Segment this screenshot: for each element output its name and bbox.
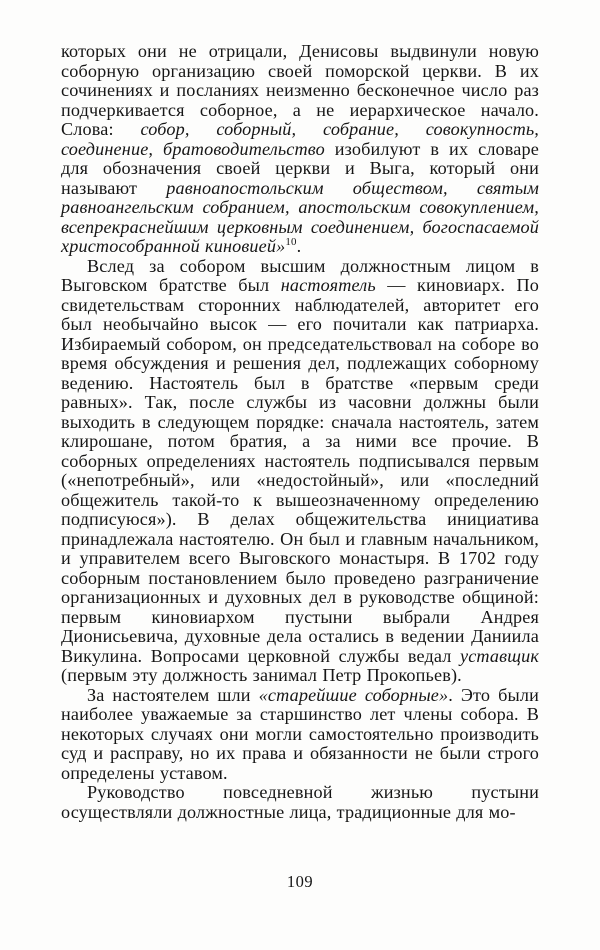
text-run: . [296,236,302,256]
text-block [61,42,539,822]
text-run: которых они не отрицали, Денисовы выдвинули новую соборную организацию своей поморской церкви. В их сочинениях и посланиях неизменно бесконечное число раз подчеркивается соборное, а не иерархическое начало. Слова: [61,41,539,139]
footnote-marker: 10 [285,235,297,248]
text-page [61,42,539,822]
text-run: За настоятелем шли [87,684,259,705]
paragraph [61,686,539,784]
text-run: изобилуют в их словаре для обозначения своей церкви и Выга, который они называют [61,138,539,198]
text-run: «старейшие соборные» [258,684,449,705]
text-run: уставщик [459,645,539,666]
text-run: собор, соборный, собрание, совокупность, соединение, братоводительство [61,119,539,159]
text-run: (первым эту должность занимал Петр Прокопьев). [61,665,462,685]
paragraph [61,257,539,686]
text-run: . Это были наиболее уважаемые за старшинство лет члены собора. В некоторых случаях они могли самостоятельно производить суд и расправу, но их права и обязанности не были строго определены уставом. [61,684,539,783]
text-run: Руководство повседневной жизнью пустыни осуществляли должностные лица, традиционные для мо- [61,782,539,822]
paragraph [61,783,539,822]
page-number: 109 [286,872,314,891]
paragraph [61,42,539,257]
text-run: — киновиарх. По свидетельствам сторонних наблюдателей, авторитет его был необычайно высок — его почитали как патриарха. Избираемый собором, он председательствовал на соборе во время обсуждения и решения дел, подлежащих соборному ведению. Настоятель был в братстве «первым среди равных». Так, после службы из часовни должны были выходить в следующем порядке: сначала настоятель, затем клирошане, потом братия, а за ними все прочие. В соборных определениях настоятель подписывался первым («непотребный», или «недостойный», или «последний общежитель такой-то к вышеозначенному определению подписуюся»). В делах общежительства инициатива принадлежала настоятелю. Он был и главным начальником, и управителем всего Выговского монастыря. В 1702 году соборным постановлением было проведено разграничение организационных и духовных дел в руководстве общиной: первым киновиархом пустыни выбрали Андрея Дионисьевича, духовные дела остались в ведении Даниила Викулина. Вопросами церковной службы ведал [61,275,539,666]
text-run: настоятель [280,275,376,295]
text-run: равноапостольским обществом, святым равноангельским собранием, апостольским совокуплением, всепрекраснейшим церковным соединением, богоспасаемой христособранной киновией» [61,177,539,256]
text-run: Вслед за собором высшим должностным лицом в Выговском братстве был [61,255,539,295]
